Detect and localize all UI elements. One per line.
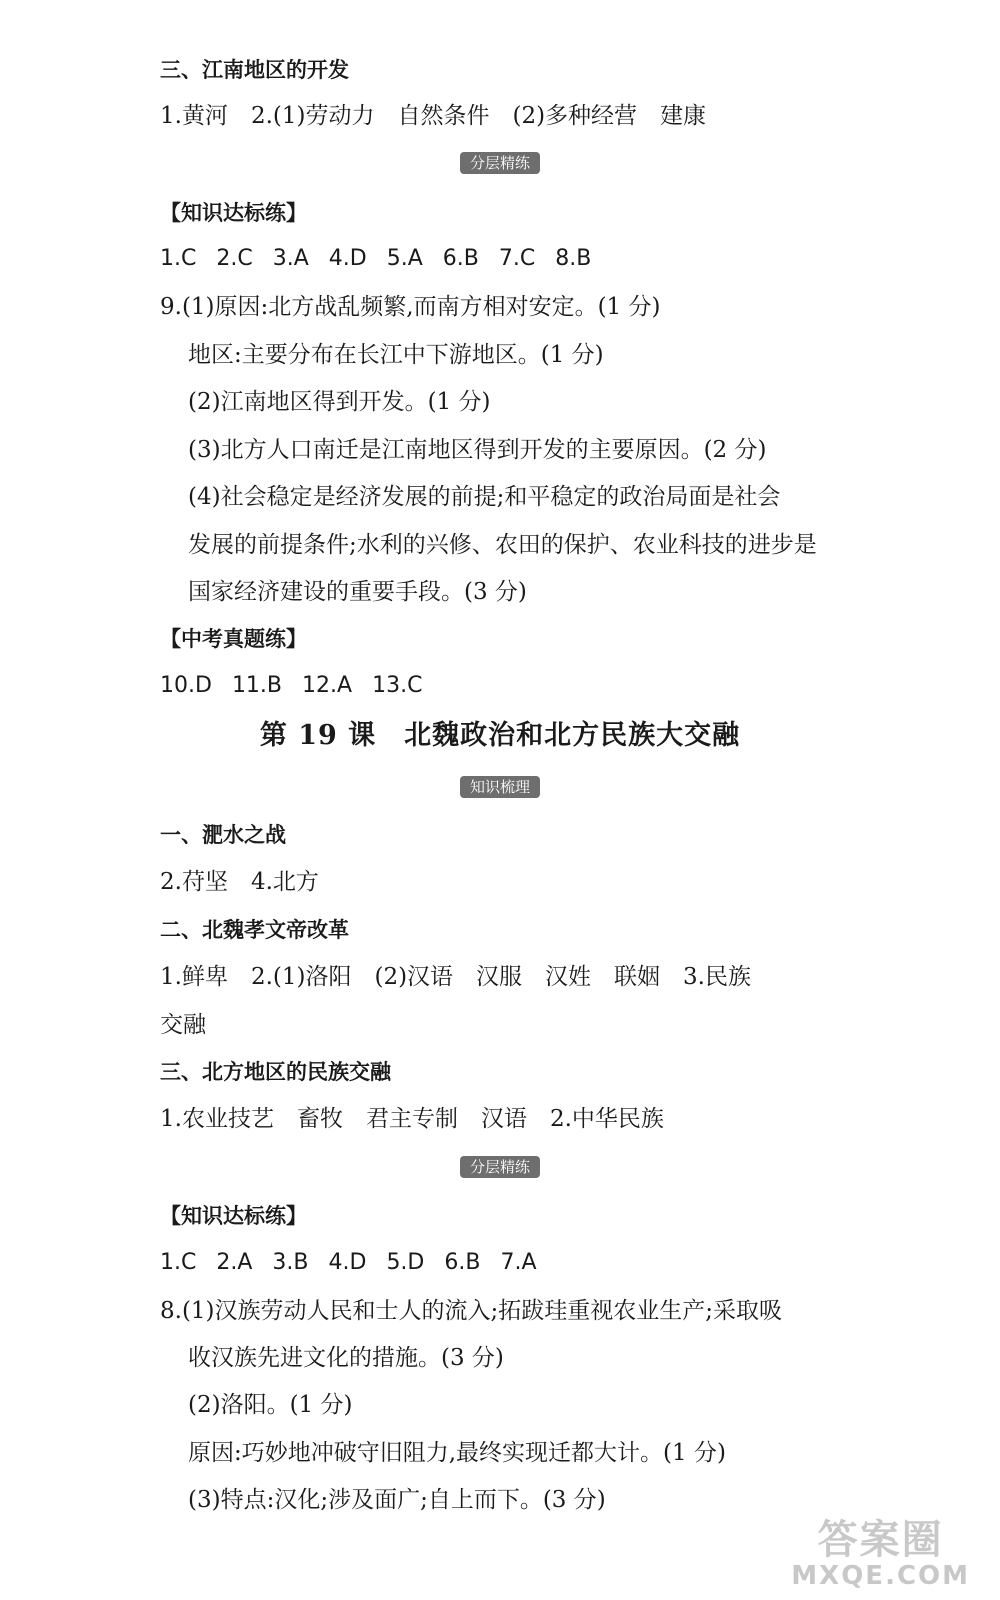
answer-item: 1.C: [160, 1250, 197, 1275]
answer-item: 8.B: [555, 246, 592, 271]
watermark: [791, 1518, 970, 1590]
tag-zhishi-shuli: 知识梳理: [460, 776, 540, 798]
q9-line-7: 国家经济建设的重要手段。(3 分): [188, 579, 527, 605]
answer-item: 4.D: [328, 1250, 367, 1275]
zhishi-heading-1: 【知识达标练】: [160, 201, 307, 225]
l19-s2-answers-2: 交融: [160, 1012, 206, 1038]
watermark-en: MXQE.COM: [791, 1561, 970, 1591]
q8-line-4: 原因:巧妙地冲破守旧阻力,最终实现迁都大计。(1 分): [188, 1440, 726, 1466]
answer-item: 7.C: [498, 246, 536, 271]
answer-item: 4.D: [328, 246, 367, 271]
answer-item: 7.A: [500, 1250, 537, 1275]
watermark-cn: 答案圈: [817, 1517, 944, 1563]
l19-s1-heading: 一、淝水之战: [160, 823, 286, 847]
lesson-title: 第 19 课 北魏政治和北方民族大交融: [259, 720, 741, 751]
q8-line-2: 收汉族先进文化的措施。(3 分): [188, 1345, 504, 1371]
tag-fenceng-1: 分层精练: [460, 152, 540, 174]
answer-item: 6.B: [442, 246, 479, 271]
answer-item: 5.A: [386, 246, 423, 271]
q9-line-3: (2)江南地区得到开发。(1 分): [188, 389, 491, 415]
zhishi-answers-2: [160, 1248, 557, 1278]
answer-item: 2.A: [216, 1250, 253, 1275]
zhongkao-answers: [160, 671, 442, 701]
s3-answers: 1.黄河 2.(1)劳动力 自然条件 (2)多种经营 建康: [160, 103, 707, 129]
l19-s3-answers: 1.农业技艺 畜牧 君主专制 汉语 2.中华民族: [160, 1106, 664, 1132]
s3-heading: 三、江南地区的开发: [160, 58, 349, 82]
q9-line-1: 9.(1)原因:北方战乱频繁,而南方相对安定。(1 分): [160, 294, 661, 320]
tag-fenceng-2: 分层精练: [460, 1156, 540, 1178]
zhishi-answers-1: [160, 244, 611, 274]
answer-item: 12.A: [302, 673, 353, 698]
answer-item: 3.B: [272, 1250, 309, 1275]
q8-line-5: (3)特点:汉化;涉及面广;自上而下。(3 分): [188, 1487, 606, 1513]
l19-s2-heading: 二、北魏孝文帝改革: [160, 918, 349, 942]
zhongkao-heading: 【中考真题练】: [160, 627, 307, 651]
l19-s1-answers: 2.苻坚 4.北方: [160, 869, 319, 895]
q9-line-5: (4)社会稳定是经济发展的前提;和平稳定的政治局面是社会: [188, 484, 781, 510]
answer-item: 13.C: [372, 673, 423, 698]
answer-item: 10.D: [160, 673, 212, 698]
l19-s3-heading: 三、北方地区的民族交融: [160, 1060, 391, 1084]
answer-item: 2.C: [216, 246, 253, 271]
answer-item: 1.C: [160, 246, 197, 271]
q9-line-4: (3)北方人口南迁是江南地区得到开发的主要原因。(2 分): [188, 437, 767, 463]
q9-line-6: 发展的前提条件;水利的兴修、农田的保护、农业科技的进步是: [188, 532, 817, 558]
answer-item: 11.B: [231, 673, 283, 698]
zhishi-heading-2: 【知识达标练】: [160, 1204, 307, 1228]
q8-line-3: (2)洛阳。(1 分): [188, 1392, 353, 1418]
q9-line-2: 地区:主要分布在长江中下游地区。(1 分): [188, 342, 604, 368]
answer-item: 3.A: [272, 246, 309, 271]
answer-item: 5.D: [386, 1250, 425, 1275]
answer-item: 6.B: [444, 1250, 481, 1275]
l19-s2-answers-1: 1.鲜卑 2.(1)洛阳 (2)汉语 汉服 汉姓 联姻 3.民族: [160, 964, 751, 990]
q8-line-1: 8.(1)汉族劳动人民和士人的流入;拓跋珪重视农业生产;采取吸: [160, 1298, 783, 1324]
